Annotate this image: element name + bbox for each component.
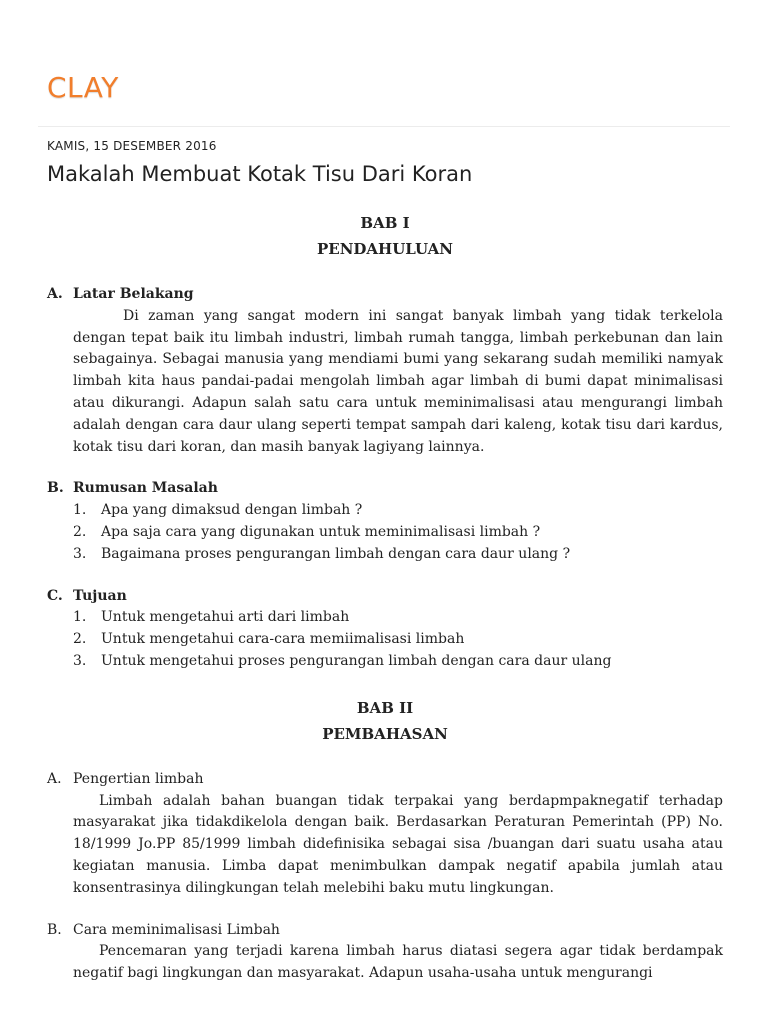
list-text: Bagaimana proses pengurangan limbah dengan cara daur ulang ? [101,545,571,562]
list-text: Untuk mengetahui cara-cara memiimalisasi limbah [101,631,465,648]
blog-title[interactable]: CLAY [47,71,119,104]
paragraph: Di zaman yang sangat modern ini sangat banyak limbah yang tidak terkelola dengan tepat baik itu limbah industri, limbah rumah tangga, limbah perkebunan dan lain sebagainya. Sebagai manusia yang mendiami bumi yang sekarang sudah memiliki namyak limbah kita haus pandai-padai mengolah limbah agar limbah di bumi dapat minimalisasi atau dikurangi. Adapun salah satu cara untuk meminimalisasi atau mengurangi limbah adalah dengan cara daur ulang seperti tempat sampah dari kaleng, kotak tisu dari kardus, kotak tisu dari koran, dan masih banyak lagiyang lainnya. [73,307,723,455]
header-divider [38,126,730,127]
paragraph: Pencemaran yang terjadi karena limbah harus diatasi segera agar tidak berdampak negatif bagi lingkungan dan masyarakat. Adapun usaha-usaha untuk mengurangi [73,943,723,982]
section-heading [47,920,723,942]
chapter-label: BAB I [360,214,410,232]
section-heading-text: Cara meminimalisasi Limbah [73,921,280,938]
chapter-title: PEMBAHASAN [322,724,448,743]
section-heading-text: Rumusan Masalah [73,480,218,497]
blog-header [47,68,119,108]
section-heading-text: Tujuan [73,587,127,604]
section-letter: B. [47,921,62,938]
section-heading [47,284,723,306]
list-number: 3. [73,545,87,562]
list-number: 2. [73,523,87,540]
numbered-list [47,500,723,565]
section-letter: B. [47,480,64,497]
list-text: Untuk mengetahui arti dari limbah [101,609,350,626]
list-item [73,500,723,522]
post-body [47,210,723,985]
section-heading [47,769,723,791]
list-number: 3. [73,652,87,669]
list-item [73,544,723,566]
section-heading-text: Pengertian limbah [73,770,204,787]
list-text: Apa yang dimaksud dengan limbah ? [101,502,363,519]
post-date: KAMIS, 15 DESEMBER 2016 [47,139,217,153]
section-letter: C. [47,587,63,604]
list-item [73,651,723,673]
list-number: 2. [73,631,87,648]
chapter-title: PENDAHULUAN [316,240,454,258]
section-heading [47,586,723,608]
post-title[interactable]: Makalah Membuat Kotak Tisu Dari Koran [47,162,473,186]
section-heading-text: Latar Belakang [73,286,194,302]
section-letter: A. [47,286,63,302]
chapter-label: BAB II [356,698,414,717]
paragraph: Limbah adalah bahan buangan tidak terpakai yang berdapmpaknegatif terhadap masyarakat jika tidakdikelola dengan baik. Berdasarkan Peraturan Pemerintah (PP) No. 18/1999 Jo.PP 85/1999 limbah didefinisika sebagai sisa /buangan dari suatu usaha atau kegiatan manusia. Limba dapat menimbulkan dampak negatif apabila jumlah atau konsentrasinya dilingkungan telah melebihi baku mutu lingkungan. [73,792,723,896]
list-item [73,522,723,544]
section-heading [47,478,723,500]
list-item [73,629,723,651]
list-item [73,607,723,629]
numbered-list [47,607,723,672]
list-number: 1. [73,609,87,626]
list-number: 1. [73,502,87,519]
section-letter: A. [47,770,62,787]
list-text: Apa saja cara yang digunakan untuk meminimalisasi limbah ? [101,523,541,540]
list-text: Untuk mengetahui proses pengurangan limbah dengan cara daur ulang [101,652,612,669]
